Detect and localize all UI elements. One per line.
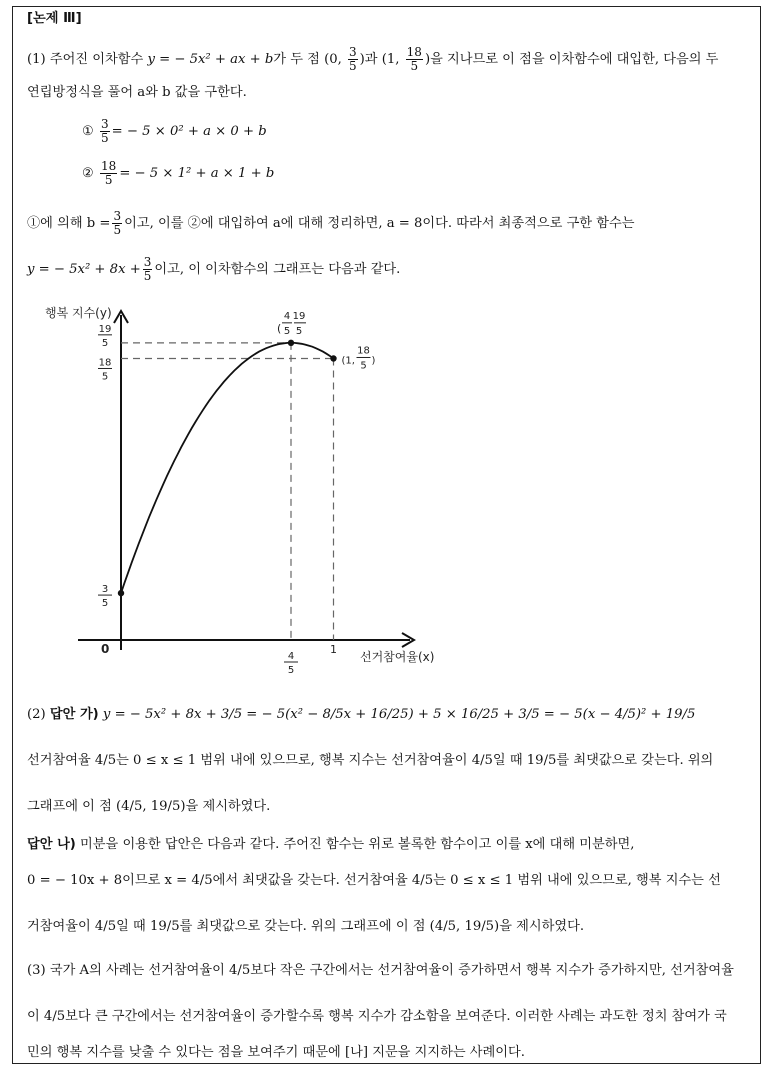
section-header: [논제 Ⅲ]: [27, 11, 82, 26]
x-tick-1: 1: [330, 643, 337, 656]
y-tick-3-5-den: 5: [101, 598, 109, 610]
p3-line1: (3) 국가 A의 사례는 선거참여율이 4/5보다 작은 구간에서는 선거참여율이 증가하면서 행복 지수가 증가하지만, 선거참여율: [27, 963, 734, 978]
x-axis-label: 선거참여율(x): [360, 650, 435, 664]
p3-line3: 민의 행복 지수를 낮출 수 있다는 점을 보여주기 때문에 [나] 지문을 지지하는 사례이다.: [27, 1045, 525, 1060]
point-end-label-close: ): [371, 355, 376, 367]
p1-l1eq: y = − 5x² + ax + b: [147, 52, 274, 67]
y-axis-label: 행복 지수(y): [45, 306, 112, 320]
origin-label: 0: [101, 642, 110, 656]
point-end-label-prefix: (1,: [341, 355, 355, 367]
p1-l1c: )과 (1,: [359, 52, 404, 67]
point-max-label-y-den: 5: [295, 325, 303, 337]
p1-l1a: (1) 주어진 이차함수: [27, 52, 148, 67]
p2-line4: 답안 나) 미분을 이용한 답안은 다음과 같다. 주어진 함수는 위로 볼록한 함수이고 이를 x에 대해 미분하면,: [27, 837, 635, 852]
y-tick-18-5-den: 5: [101, 371, 109, 383]
point-max-label-x-num: 4: [283, 310, 291, 322]
y-tick-18-5-num: 18: [98, 357, 112, 369]
p2-line6: 거참여율이 4/5일 때 19/5를 최댓값으로 갖는다. 위의 그래프에 이 점 (4/5, 19/5)을 제시하였다.: [27, 919, 585, 934]
p2-line5: 0 = − 10x + 8이므로 x = 4/5에서 최댓값을 갖는다. 선거참여율 4/5는 0 ≤ x ≤ 1 범위 내에 있으므로, 행복 지수는 선: [27, 873, 721, 888]
p2-line3: 그래프에 이 점 (4/5, 19/5)을 제시하였다.: [27, 799, 271, 814]
y-tick-19-5-num: 19: [98, 323, 112, 335]
p1-line4: y = − 5x² + 8x + $\frac{3}{5}$ 이고, 이 이차함수의 그래프는 다음과 같다.: [27, 255, 401, 283]
p1-line2: 연립방정식을 풀어 a와 b 값을 구한다.: [27, 85, 247, 100]
point-max-label-y-num: 19: [292, 310, 306, 322]
equation-1: ① $\frac{3}{5}$ = − 5 × 0² + a × 0 + b: [82, 117, 267, 145]
y-tick-19-5-den: 5: [101, 337, 109, 349]
x-tick-4-5-num: 4: [287, 651, 295, 662]
p2-line2: 선거참여율 4/5는 0 ≤ x ≤ 1 범위 내에 있으므로, 행복 지수는 선거참여율이 4/5일 때 19/5를 최댓값으로 갖는다. 위의: [27, 753, 714, 768]
quadratic-graph: [0, 290, 773, 690]
p2-line1: (2) 답안 가) y = − 5x² + 8x + 3/5 = − 5(x² − 8/5x + 16/25) + 5 × 16/25 + 3/5 = − 5(x − 4/5)² + 19/5: [27, 707, 696, 722]
x-tick-4-5-den: 5: [287, 665, 295, 676]
p2-equation: y = − 5x² + 8x + 3/5 = − 5(x² − 8/5x + 16/25) + 5 × 16/25 + 3/5 = − 5(x − 4/5)² + 19/5: [102, 707, 696, 722]
p1-line1: [27, 46, 718, 73]
y-tick-3-5-num: 3: [101, 584, 109, 596]
curve-line: [121, 343, 334, 593]
frac-18-5: $\frac{18}{5}$: [406, 45, 422, 73]
data-point-2: [330, 355, 336, 361]
p3-line2: 이 4/5보다 큰 구간에서는 선거참여율이 증가할수록 행복 지수가 감소함을 보여준다. 이러한 사례는 과도한 정치 참여가 국: [27, 1009, 727, 1024]
p1-l1d: )을 지나므로 이 점을 이차함수에 대입한, 다음의 두: [424, 52, 719, 67]
point-max-label-x-den: 5: [283, 325, 291, 337]
point-max-label-open: (: [277, 321, 282, 335]
p1-line3: ①에 의해 b = $\frac{3}{5}$ 이고, 이를 ②에 대입하여 a에 대해 정리하면, a = 8이다. 따라서 최종적으로 구한 함수는: [27, 209, 635, 237]
data-point-0: [118, 590, 124, 596]
p1-l1b: 가 두 점 (0,: [273, 52, 347, 67]
point-end-label-den: 5: [360, 360, 367, 372]
frac-3-5: $\frac{3}{5}$: [349, 45, 357, 73]
data-point-1: [288, 340, 294, 346]
equation-2: ② $\frac{18}{5}$ = − 5 × 1² + a × 1 + b: [82, 159, 275, 187]
point-end-label-num: 18: [357, 345, 370, 357]
